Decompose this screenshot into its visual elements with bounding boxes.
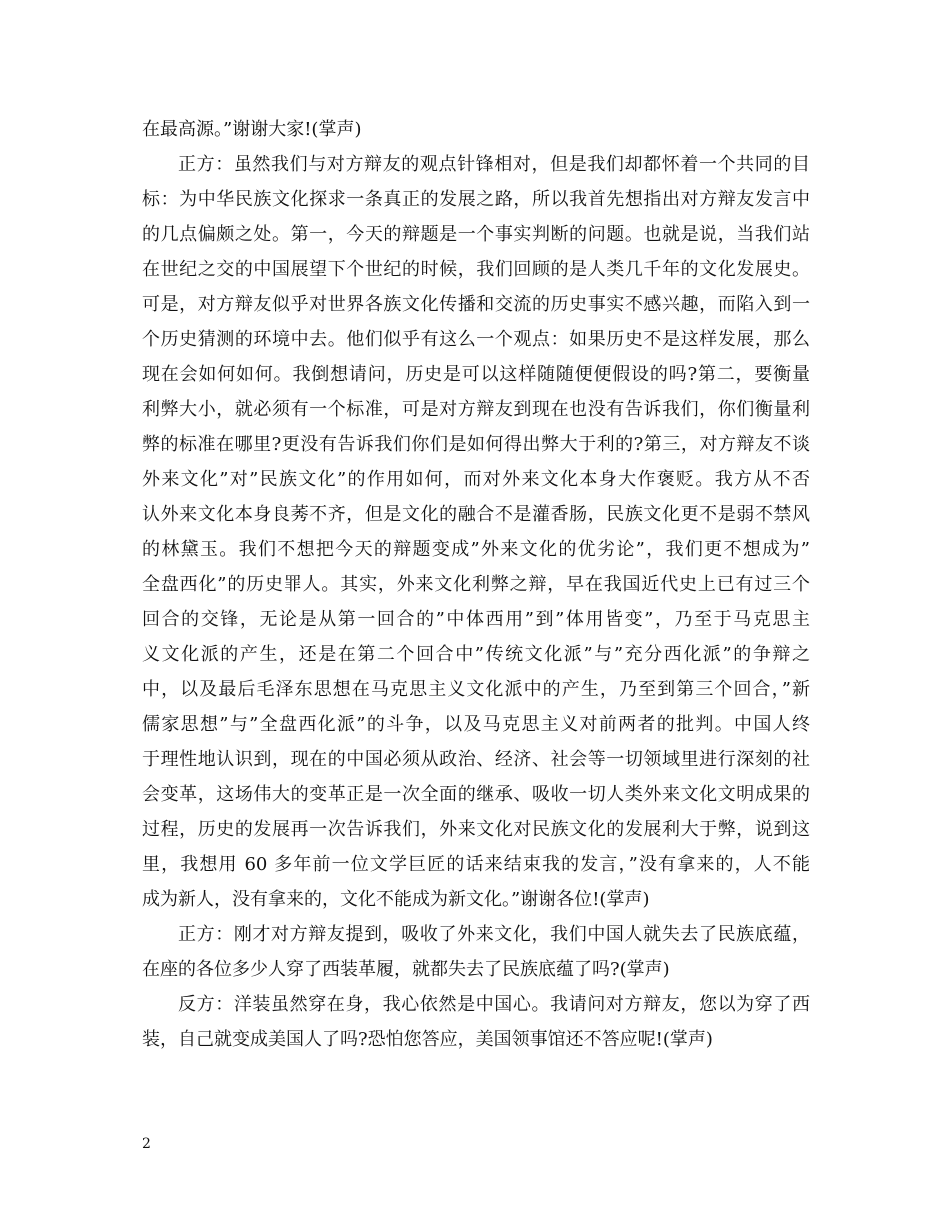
text-line: 成为新人，没有拿来的，文化不能成为新文化。”谢谢各位!(掌声) [142, 889, 650, 910]
text-line: 义文化派的产生，还是在第二个回合中”传统文化派”与”充分西化派”的争辩之 [142, 644, 810, 665]
text-line: 里，我想用 60 多年前一位文学巨匠的话来结束我的发言，”没有拿来的，人不能 [142, 854, 810, 875]
text-line: 反方：洋装虽然穿在身，我心依然是中国心。我请问对方辩友，您以为穿了西 [178, 994, 810, 1015]
text-line: 现在会如何如何。我倒想请问，历史是可以这样随随便便假设的吗?第二，要衡量 [142, 364, 810, 385]
text-line: 在最高源。”谢谢大家!(掌声) [142, 119, 362, 140]
text-line: 在世纪之交的中国展望下个世纪的时候，我们回顾的是人类几千年的文化发展史。 [142, 259, 810, 280]
text-line: 标：为中华民族文化探求一条真正的发展之路，所以我首先想指出对方辩友发言中 [142, 189, 810, 210]
page-number: 2 [142, 1136, 151, 1152]
text-line: 全盘西化”的历史罪人。其实，外来文化利弊之辩，早在我国近代史上已有过三个 [142, 574, 810, 595]
text-line: 正方：虽然我们与对方辩友的观点针锋相对，但是我们却都怀着一个共同的目 [178, 154, 810, 175]
text-line: 弊的标准在哪里?更没有告诉我们你们是如何得出弊大于利的?第三，对方辩友不谈 [142, 434, 810, 455]
text-line: 认外来文化本身良莠不齐，但是文化的融合不是灌香肠，民族文化更不是弱不禁风 [142, 504, 810, 525]
text-line: 外来文化”对”民族文化”的作用如何，而对外来文化本身大作褒贬。我方从不否 [142, 469, 810, 490]
text-line: 个历史猜测的环境中去。他们似乎有这么一个观点：如果历史不是这样发展，那么 [142, 329, 810, 350]
text-line: 的几点偏颇之处。第一，今天的辩题是一个事实判断的问题。也就是说，当我们站 [142, 224, 810, 245]
text-line: 于理性地认识到，现在的中国必须从政治、经济、社会等一切领域里进行深刻的社 [142, 749, 810, 770]
text-line: 中，以及最后毛泽东思想在马克思主义文化派中的产生，乃至到第三个回合，”新 [142, 679, 810, 700]
text-line: 会变革，这场伟大的变革正是一次全面的继承、吸收一切人类外来文化文明成果的 [142, 784, 810, 805]
text-line: 装，自己就变成美国人了吗?恐怕您答应，美国领事馆还不答应呢!(掌声) [142, 1029, 713, 1050]
body-text [142, 112, 810, 1057]
text-line: 在座的各位多少人穿了西装革履，就都失去了民族底蕴了吗?(掌声) [142, 959, 670, 980]
text-line: 儒家思想”与”全盘西化派”的斗争，以及马克思主义对前两者的批判。中国人终 [142, 714, 810, 735]
text-line: 回合的交锋，无论是从第一回合的”中体西用”到”体用皆变”，乃至于马克思主 [142, 609, 810, 630]
text-line: 的林黛玉。我们不想把今天的辩题变成”外来文化的优劣论”，我们更不想成为” [142, 539, 810, 560]
text-line: 利弊大小，就必须有一个标准，可是对方辩友到现在也没有告诉我们，你们衡量利 [142, 399, 810, 420]
text-line: 过程，历史的发展再一次告诉我们，外来文化对民族文化的发展利大于弊，说到这 [142, 819, 810, 840]
text-line: 可是，对方辩友似乎对世界各族文化传播和交流的历史事实不感兴趣，而陷入到一 [142, 294, 810, 315]
text-line: 正方：刚才对方辩友提到，吸收了外来文化，我们中国人就失去了民族底蕴， [178, 924, 810, 945]
